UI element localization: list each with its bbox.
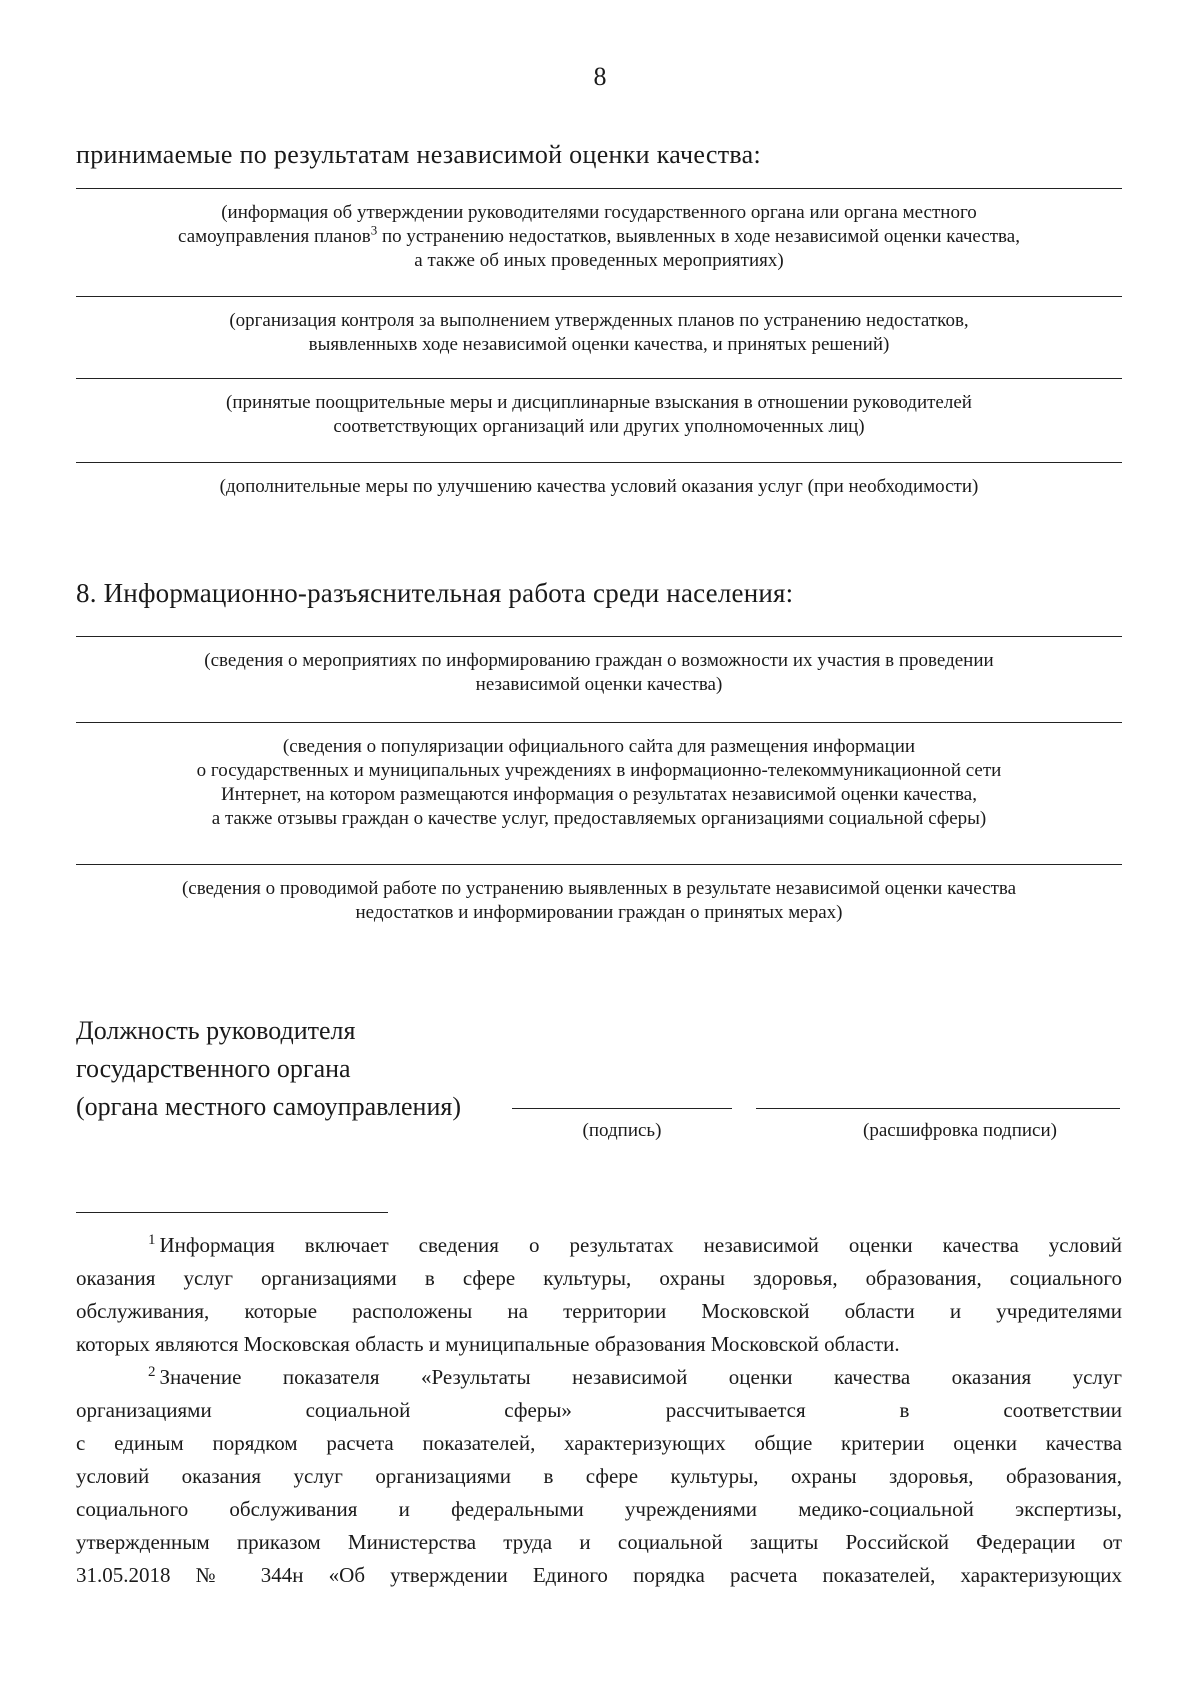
section-heading: 8. Информационно-разъяснительная работа среди населения: [76,578,794,608]
blank-line[interactable] [76,462,1122,463]
field-additional-measures [76,462,1122,499]
field-incentives [76,378,1122,439]
field-caption: (организация контроля за выполнением утвержденных планов по устранению недостатков, выявленныхв ходе независимой оценки качества, и принятых решений) [229,310,969,355]
footnote-mark: 2 [148,1364,156,1380]
blank-line[interactable] [76,378,1122,379]
footnote-mark: 1 [148,1232,156,1248]
field-control-organization [76,296,1122,357]
signature-decoding-line[interactable] [756,1108,1120,1109]
blank-line[interactable] [76,296,1122,297]
field-approved-plans [76,188,1122,273]
signature-decoding-caption: (расшифровка подписи) [863,1120,1057,1141]
footnote-separator [76,1212,388,1213]
blank-line[interactable] [76,636,1122,637]
blank-line[interactable] [76,188,1122,189]
page-number: 8 [593,62,607,91]
signature-position: Должность руководителя государственного органа (органа местного самоуправления) [76,1016,461,1121]
field-website-popularization [76,722,1122,831]
field-caption: (сведения о популяризации официального сайта для размещения информации о государственных и муниципальных учреждениях в информационно-телекоммуникационной сети Интернет, на котором размещаются информация о результатах независимой оценки качества, а также отзывы граждан о качестве услуг, предоставляемых организациями социальной сферы) [196,736,1002,829]
field-caption: (сведения о проводимой работе по устранению выявленных в результате независимой оценки качества недостатков и информировании граждан о принятых мерах) [181,878,1017,923]
footnote-2: $^2$ Значение показателя «Результаты независимой оценки качества оказания услуг организациями социальной сферы» рассчитывается в соответствии с единым порядком расчета показателей, характеризующих общие критерии оценки качества условий оказания услуг организациями в сфере культуры, охраны здоровья, образования, социального обслуживания и федеральными учреждениями медико-социальной экспертизы, утвержденным приказом Министерства труда и социальной защиты Российской Федерации от 31.05.2018 № 344н «Об утверждении Единого порядка расчета показателей, характеризующих [76,1364,1122,1587]
field-remediation-work [76,864,1122,925]
field-caption: (дополнительные меры по улучшению качества условий оказания услуг (при необходимости) [219,476,979,497]
field-caption: (принятые поощрительные меры и дисциплинарные взыскания в отношении руководителей соответствующих организаций или других уполномоченных лиц) [226,392,972,437]
field-information-events [76,636,1122,697]
blank-line[interactable] [76,864,1122,865]
field-caption: (информация об утверждении руководителями государственного органа или органа местного самоуправления планов$^3$ по устранению недостатков, выявленных в ходе независимой оценки качества, а также об иных проведенных мероприятиях) [178,202,1020,271]
footnote-1: $^1$ Информация включает сведения о результатах независимой оценки качества условий оказания услуг организациями в сфере культуры, охраны здоровья, образования, социального обслуживания, которые расположены на территории Московской области и учредителями которых являются Московская область и муниципальные образования Московской области. [76,1232,1122,1356]
signature-line[interactable] [512,1108,732,1109]
signature-caption: (подпись) [582,1120,662,1141]
intro-text: принимаемые по результатам независимой оценки качества: [76,140,761,169]
field-caption: (сведения о мероприятиях по информированию граждан о возможности их участия в проведении независимой оценки качества) [204,650,994,695]
footnote-ref: 3 [370,222,378,238]
blank-line[interactable] [76,722,1122,723]
